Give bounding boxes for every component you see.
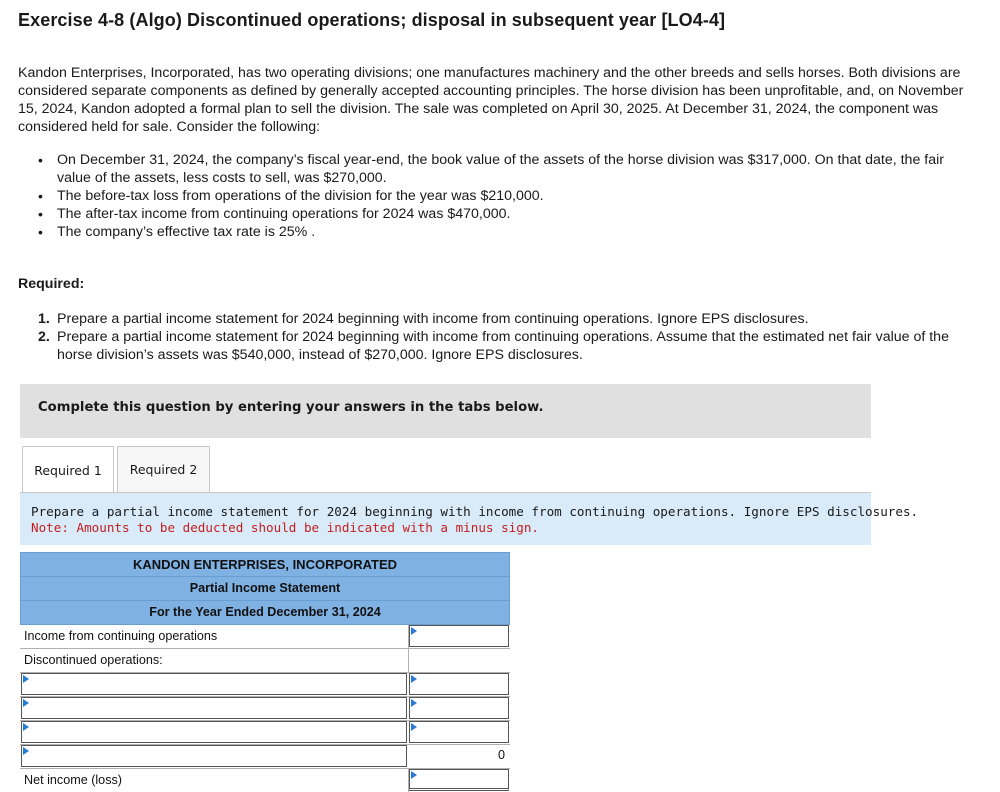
tab-required-1[interactable] [22,446,114,493]
statement-company-name: KANDON ENTERPRISES, INCORPORATED [20,552,510,576]
discontinued-line-2-label-input[interactable] [21,697,407,719]
instruction-text: Prepare a partial income statement for 2024 beginning with income from continuing operations. Ignore EPS disclosures. [31,504,919,519]
exercise-title: Exercise 4-8 (Algo) Discontinued operations; disposal in subsequent year [LO4-4] [18,10,726,30]
fact-item: • On December 31, 2024, the company’s fiscal year-end, the book value of the assets of the horse division was $317,000. On that date, the fair value of the assets, less costs to sell, was $270,000. [36,151,966,187]
row-label: Net income (loss) [24,773,122,787]
fact-item: • The before-tax loss from operations of the division for the year was $210,000. [36,187,966,205]
input-marker-icon [23,747,29,755]
discontinued-line-3-amount-input[interactable] [409,721,509,743]
requirement-text: Prepare a partial income statement for 2024 beginning with income from continuing operations. Ignore EPS disclosures. [57,311,809,327]
row-discontinued-operations [20,649,510,673]
tab-label: Required 2 [129,462,198,477]
statement-period: For the Year Ended December 31, 2024 [20,600,510,625]
row-label: Discontinued operations: [24,653,163,667]
discontinued-line-1-amount-input[interactable] [409,673,509,695]
input-marker-icon [411,699,417,707]
requirement-item [38,310,953,328]
requirements-list [38,310,953,364]
tab-instructions [20,493,919,545]
statement-name: Partial Income Statement [20,576,510,600]
income-statement-table [20,552,510,792]
required-heading: Required: [18,276,85,292]
subtotal-label-input[interactable] [21,745,407,767]
tab-required-2[interactable] [117,446,210,492]
discontinued-line-2-amount-input[interactable] [409,697,509,719]
requirement-number: 2. [38,329,50,345]
input-marker-icon [411,675,417,683]
instruction-note: Note: Amounts to be deducted should be indicated with a minus sign. [31,520,539,535]
fact-item: • The after-tax income from continuing operations for 2024 was $470,000. [36,205,966,223]
instructions-banner [20,384,871,438]
input-marker-icon [411,723,417,731]
net-income-amount-input[interactable] [409,769,509,791]
requirement-item [38,328,953,364]
row-label: Income from continuing operations [24,629,218,643]
income-continuing-amount-input[interactable] [409,625,509,647]
row-discontinued-line-2 [20,697,510,721]
subtotal-amount: 0 [409,745,509,767]
input-marker-icon [23,723,29,731]
tab-label: Required 1 [34,462,102,478]
input-marker-icon [411,627,417,635]
discontinued-line-3-label-input[interactable] [21,721,407,743]
fact-item: • The company’s effective tax rate is 25% . [36,223,966,241]
column-divider [408,649,409,672]
requirement-number: 1. [38,311,50,327]
banner-text: Complete this question by entering your answers in the tabs below. [38,400,544,415]
facts-list [36,151,966,241]
discontinued-line-1-label-input[interactable] [21,673,407,695]
intro-paragraph: Kandon Enterprises, Incorporated, has two operating divisions; one manufactures machinery and the other breeds and sells horses. Both divisions are considered separate components as defined by generally accepted accounting principles. The horse division has been unprofitable, and, on November 15, 2024, Kandon adopted a formal plan to sell the division. The sale was completed on April 30, 2025. At December 31, 2024, the component was considered held for sale. Consider the following: [18,65,964,135]
input-marker-icon [23,675,29,683]
requirement-text: Prepare a partial income statement for 2024 beginning with income from continuing operations. Assume that the estimated net fair value of the horse division’s assets was $540,000, instead of $270,000. Ignore EPS disclosures. [57,329,949,363]
row-discontinued-subtotal [20,745,510,769]
row-discontinued-line-1 [20,673,510,697]
row-net-income [20,769,510,792]
input-marker-icon [411,771,417,779]
row-discontinued-line-3 [20,721,510,745]
row-income-continuing [20,625,510,649]
input-marker-icon [23,699,29,707]
